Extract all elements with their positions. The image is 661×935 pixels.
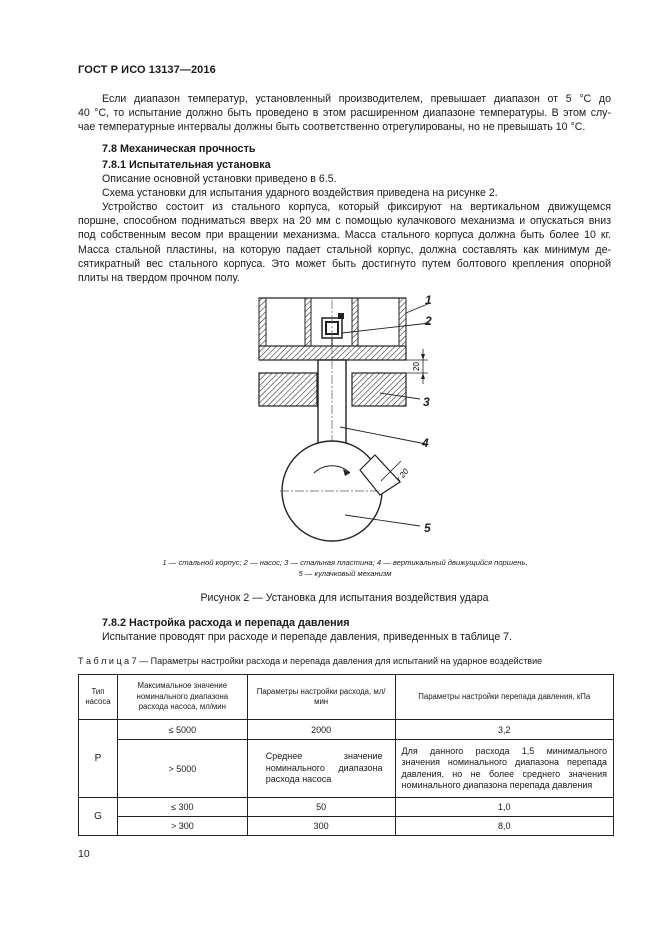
section-7-8-2-heading: 7.8.2 Настройка расхода и перепада давления: [102, 617, 350, 629]
range-cell: > 5000: [117, 740, 247, 798]
table-row: [79, 740, 614, 798]
description-line: под собственным весом при вращении механизма. Масса стального корпуса должна быть более 10 кг.: [78, 229, 611, 242]
description-line: Устройство состоит из стального корпуса, который фиксируют на вертикальном движущемся: [102, 201, 611, 213]
callout-1: 1: [425, 293, 432, 307]
table-row: [79, 798, 614, 817]
table-row: [79, 817, 614, 836]
figure-reference-text: Схема установки для испытания ударного воздействия приведена на рисунке 2.: [102, 187, 498, 199]
pressure-cell: 3,2: [395, 720, 614, 740]
flow-cell: 2000: [247, 720, 395, 740]
document-header: ГОСТ Р ИСО 13137—2016: [78, 64, 216, 76]
parameters-table: [78, 674, 614, 836]
pump-type-cell: P: [79, 720, 118, 798]
pump-type-cell: G: [79, 798, 118, 836]
dimension-20mm: [406, 349, 428, 384]
page-number: 10: [78, 848, 90, 860]
radius-label: r 20: [394, 466, 411, 484]
description-line: плиты на твердом прочном полу.: [78, 272, 240, 285]
flow-cell: Среднее значение номинального диапазона расхода насоса: [247, 740, 395, 798]
intro-paragraph: [78, 92, 611, 135]
dimension-20-label: 20: [412, 362, 421, 371]
cam-mechanism: [280, 441, 401, 541]
pump: [322, 313, 344, 346]
header-flow-setting: Параметры настройки расхода, мл/мин: [247, 675, 395, 720]
header-max-range: Максимальное значение номинального диапазона расхода насоса, мл/мин: [117, 675, 247, 720]
legend-line: 1 — стальной корпус; 2 — насос; 3 — стальная пластина; 4 — вертикальный движущийся поршень,: [162, 558, 528, 567]
legend-line: 5 — кулачковый механизм: [298, 569, 392, 578]
figure-caption: Рисунок 2 — Установка для испытания воздействия удара: [200, 592, 489, 604]
figure-legend: [100, 557, 590, 579]
table-header-row: [79, 675, 614, 720]
header-pump-type: Тип насоса: [79, 675, 118, 720]
range-cell: > 300: [117, 817, 247, 836]
description-line: Масса стальной пластины, на которую падает стальной корпус, должна составлять как минимум де-: [78, 243, 611, 256]
callout-3: 3: [423, 395, 430, 409]
flow-cell: 300: [247, 817, 395, 836]
callout-4: 4: [422, 436, 429, 450]
section-7-8-heading: 7.8 Механическая прочность: [102, 143, 256, 155]
intro-line: чае температурные интервалы должны быть соответственно отрегулированы, но не превышать 10 °С.: [78, 121, 586, 134]
description-line: поршне, способном подниматься вверх на 20 мм с помощью кулачкового механизма и опускаться вниз: [78, 215, 611, 228]
description-line: сятикратный вес стального корпуса. Это может быть достигнуто путем болтового крепления опорной: [78, 257, 611, 270]
intro-line: 40 °С, то испытание должно быть проведено в этом расширенном диапазоне температуры. В этом слу-: [78, 107, 611, 120]
table-title: Т а б л и ц а 7 — Параметры настройки расхода и перепада давления для испытаний на ударное воздействие: [78, 656, 543, 666]
flow-cell: 50: [247, 798, 395, 817]
pressure-cell: 1,0: [395, 798, 614, 817]
section-7-8-1-heading: 7.8.1 Испытательная установка: [102, 159, 271, 171]
impact-test-diagram: [240, 288, 450, 558]
callout-2: 2: [425, 314, 432, 328]
callout-5: 5: [424, 521, 431, 535]
header-pressure-setting: Параметры настройки перепада давления, кПа: [395, 675, 614, 720]
intro-line: Если диапазон температур, установленный производителем, превышает диапазон от 5 °С до: [102, 93, 611, 105]
range-cell: ≤ 5000: [117, 720, 247, 740]
table-row: [79, 720, 614, 740]
device-description: [78, 200, 611, 285]
pressure-cell: 8,0: [395, 817, 614, 836]
range-cell: ≤ 300: [117, 798, 247, 817]
pressure-cell: Для данного расхода 1,5 минимального значения номинального диапазона перепада давления, но не более среднего значения номинального диапазона перепада давления: [395, 740, 614, 798]
setup-description-ref: Описание основной установки приведено в 6.5.: [102, 173, 337, 185]
table-reference-text: Испытание проводят при расходе и перепаде давления, приведенных в таблице 7.: [102, 631, 512, 643]
